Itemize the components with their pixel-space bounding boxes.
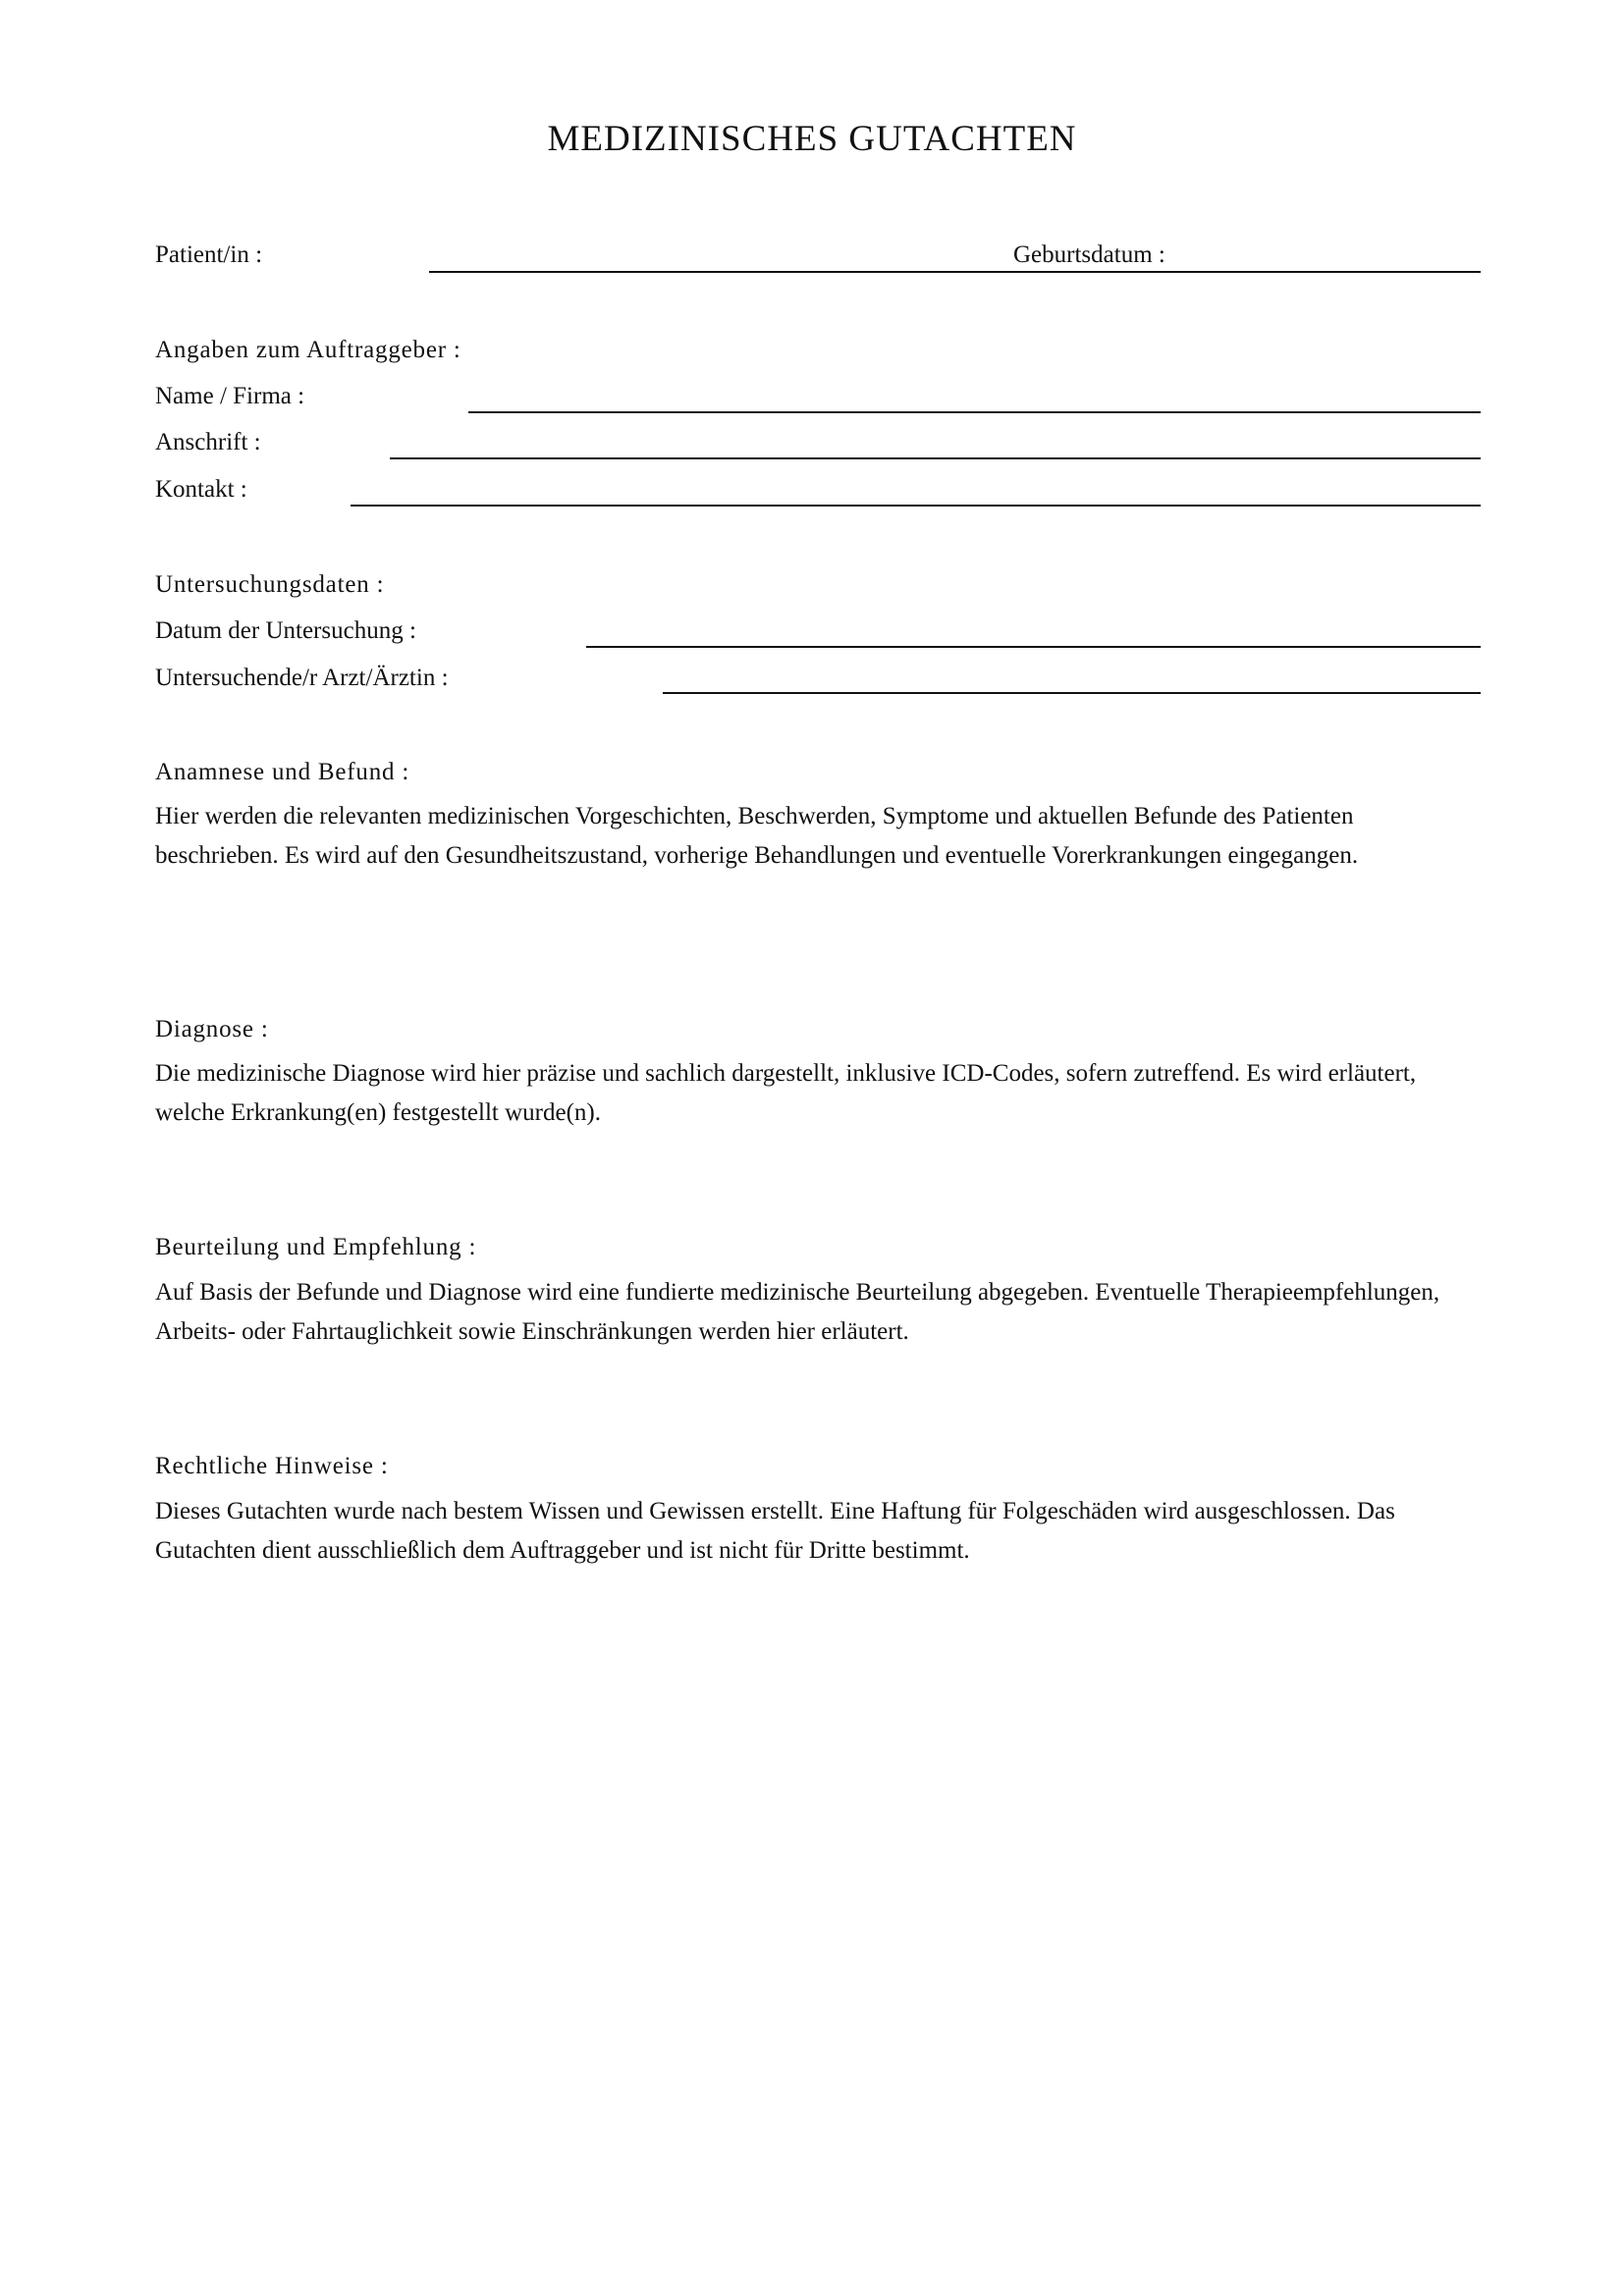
exam-heading: Untersuchungsdaten :: [155, 571, 385, 598]
patient-field-line[interactable]: [429, 271, 1481, 273]
hinweise-heading: Rechtliche Hinweise :: [155, 1453, 389, 1479]
client-name-line[interactable]: [468, 411, 1481, 413]
patient-label: Patient/in :: [155, 241, 263, 268]
exam-doctor-line[interactable]: [663, 692, 1481, 694]
client-contact-line[interactable]: [351, 505, 1481, 507]
anamnese-text: Hier werden die relevanten medizinischen Vorgeschichten, Beschwerden, Symptome und aktuellen Befunde des Patienten beschrieben. Es wird auf den Gesundheitszustand, vorherige Behandlungen und eventuelle Vorerkrankungen eingegangen.: [155, 803, 1359, 869]
beurteilung-heading: Beurteilung und Empfehlung :: [155, 1234, 477, 1260]
client-address-label: Anschrift :: [155, 429, 261, 455]
beurteilung-text: Auf Basis der Befunde und Diagnose wird eine fundierte medizinische Beurteilung abgegeben. Eventuelle Therapieempfehlungen, Arbeits- oder Fahrtauglichkeit sowie Einschränkungen werden hier erläutert.: [155, 1279, 1440, 1345]
exam-doctor-label: Untersuchende/r Arzt/Ärztin :: [155, 665, 449, 691]
diagnose-text: Die medizinische Diagnose wird hier präzise und sachlich dargestellt, inklusive ICD-Codes, sofern zutreffend. Es wird erläutert, welche Erkrankung(en) festgestellt wurde(n).: [155, 1060, 1417, 1126]
client-heading: Angaben zum Auftraggeber :: [155, 337, 461, 363]
client-address-line[interactable]: [390, 457, 1481, 459]
hinweise-text: Dieses Gutachten wurde nach bestem Wissen und Gewissen erstellt. Eine Haftung für Folgeschäden wird ausgeschlossen. Das Gutachten dient ausschließlich dem Auftraggeber und ist nicht für Dritte bestimmt.: [155, 1498, 1395, 1564]
exam-date-label: Datum der Untersuchung :: [155, 617, 416, 644]
document-title: MEDIZINISCHES GUTACHTEN: [547, 119, 1077, 159]
diagnose-heading: Diagnose :: [155, 1016, 269, 1042]
anamnese-heading: Anamnese und Befund :: [155, 759, 410, 785]
exam-date-line[interactable]: [586, 646, 1481, 648]
client-contact-label: Kontakt :: [155, 476, 247, 503]
client-name-label: Name / Firma :: [155, 383, 305, 409]
birthdate-label: Geburtsdatum :: [1013, 241, 1165, 268]
